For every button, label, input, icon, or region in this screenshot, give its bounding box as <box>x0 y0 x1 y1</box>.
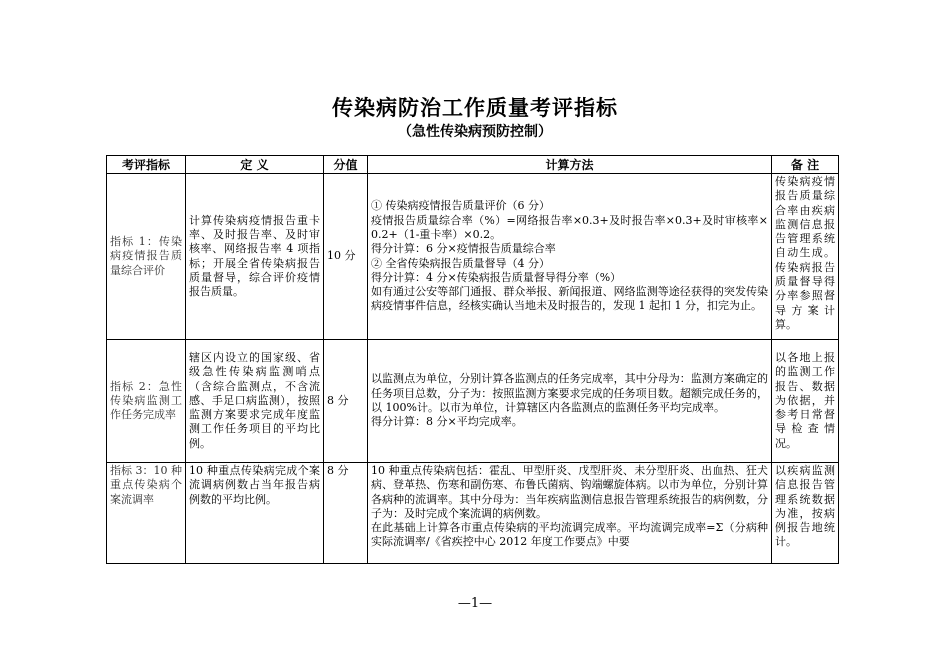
score-cell: 10 分 <box>324 174 368 340</box>
method-cell <box>368 340 772 463</box>
evaluation-table <box>106 155 839 564</box>
table-row <box>107 174 839 340</box>
definition-cell: 计算传染病疫情报告重卡率、及时报告率、及时审核率、网络报告率 4 项指标；开展全省传染病报告质量督导，综合评价疫情报告质量。 <box>186 174 324 340</box>
note-cell: 以各地上报的监测工作报告、数据为依据，并参考日常督导检查情况。 <box>772 340 839 463</box>
document-subtitle: （急性传染病预防控制） <box>398 124 552 140</box>
indicator-cell: 指标 1：传染病疫情报告质量综合评价 <box>107 174 186 340</box>
note-cell: 传染病疫情报告质量综合率由疾病监测信息报告管理系统自动生成。传染病报告质量督导得分率参照督导方案计算。 <box>772 174 839 340</box>
header-score: 分值 <box>324 156 368 174</box>
document-title: 传染病防治工作质量考评指标 <box>332 95 618 120</box>
method-line: ① 传染病疫情报告质量评价（6 分） <box>371 199 550 213</box>
header-method: 计算方法 <box>368 156 772 174</box>
method-line: 如有通过公安等部门通报、群众举报、新闻报道、网络监测等途径获得的突发传染病疫情事件信息，经核实确认当地未及时报告的，发现 1 起扣 1 分，扣完为止。 <box>371 285 768 313</box>
indicator-cell: 指标 3：10 种重点传染病个案流调率 <box>107 463 186 564</box>
header-definition: 定 义 <box>186 156 324 174</box>
header-note: 备 注 <box>772 156 839 174</box>
score-cell: 8 分 <box>324 340 368 463</box>
table-header-row <box>107 156 839 174</box>
method-line: 疫情报告质量综合率（%）=网络报告率×0.3+及时报告率×0.3+及时审核率×0.2+（1-重卡率）×0.2。 <box>371 213 768 241</box>
method-line: 以监测点为单位，分别计算各监测点的任务完成率，其中分母为：监测方案确定的任务项目总数，分子为：按照监测方案要求完成的任务项目数。超额完成任务的，以 100%计。以市为单位，计算辖区内各监测点的监测任务平均完成率。 <box>371 372 768 414</box>
method-cell <box>368 463 772 564</box>
method-line: 得分计算：8 分×平均完成率。 <box>371 415 523 429</box>
definition-cell: 10 种重点传染病完成个案流调病例数占当年报告病例数的平均比例。 <box>186 463 324 564</box>
method-cell <box>368 174 772 340</box>
page-number: —1— <box>457 596 493 611</box>
header-indicator: 考评指标 <box>107 156 186 174</box>
method-line: 10 种重点传染病包括：霍乱、甲型肝炎、戊型肝炎、未分型肝炎、出血热、狂犬病、登革热、伤寒和副伤寒、布鲁氏菌病、钩端螺旋体病。以市为单位，分别计算各病种的流调率。其中分母为：当年疾病监测信息报告管理系统报告的病例数，分子为：及时完成个案流调的病例数。 <box>371 464 768 520</box>
table-row <box>107 340 839 463</box>
definition-cell: 辖区内设立的国家级、省级急性传染病监测哨点（含综合监测点，不含流感、手足口病监测），按照监测方案要求完成年度监测工作任务项目的平均比例。 <box>186 340 324 463</box>
indicator-cell: 指标 2：急性传染病监测工作任务完成率 <box>107 340 186 463</box>
method-line: 得分计算：4 分×传染病报告质量督导得分率（%） <box>371 270 622 284</box>
method-line: 得分计算：6 分×疫情报告质量综合率 <box>371 242 556 256</box>
method-line: 在此基础上计算各市重点传染病的平均流调完成率。平均流调完成率=Σ（分病种实际流调率/《省疾控中心 2012 年度工作要点》中要 <box>371 521 768 549</box>
table-row <box>107 463 839 564</box>
note-cell: 以疾病监测信息报告管理系统数据为准，按病例报告地统计。 <box>772 463 839 564</box>
method-line: ② 全省传染病报告质量督导（4 分） <box>371 256 550 270</box>
score-cell: 8 分 <box>324 463 368 564</box>
